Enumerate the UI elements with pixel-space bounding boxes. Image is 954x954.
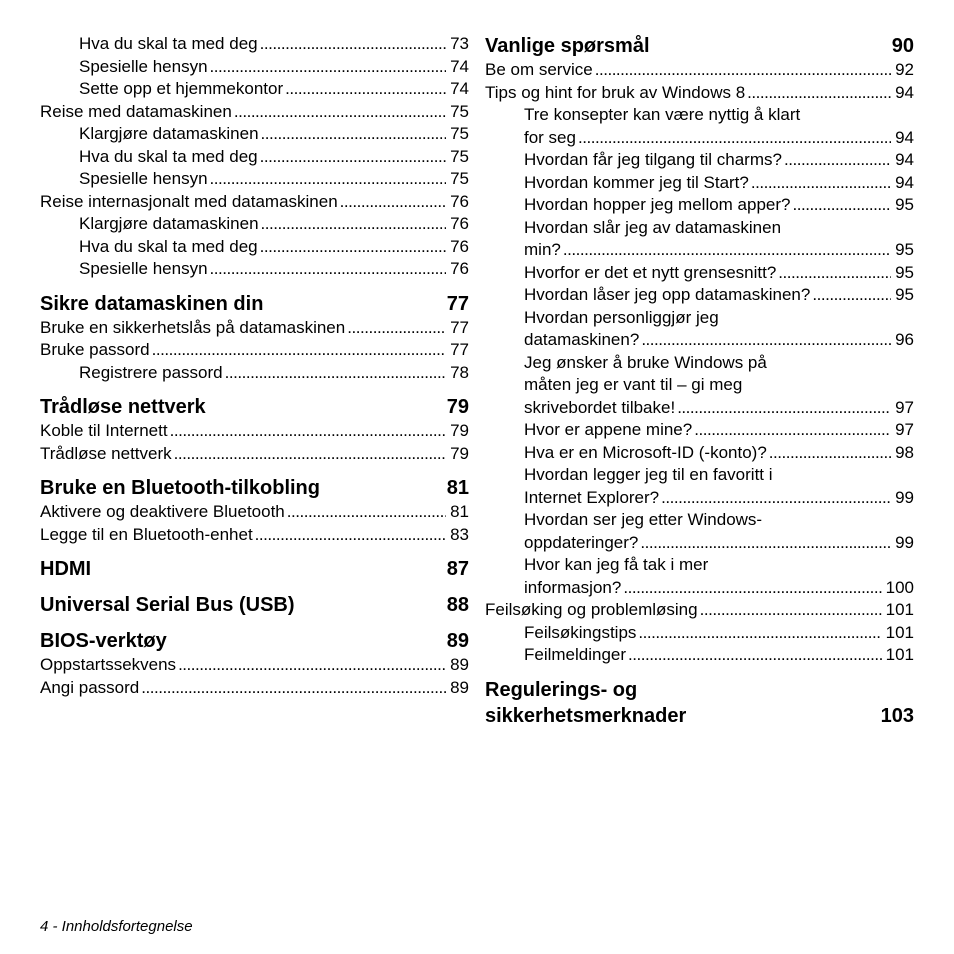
dot-leader — [285, 78, 446, 101]
toc-entry-title-line: Hvordan personliggjør jeg — [524, 307, 719, 327]
toc-entry[interactable] — [40, 146, 469, 169]
toc-section-heading[interactable] — [485, 677, 914, 729]
toc-page-number: 75 — [450, 169, 469, 188]
dot-leader — [578, 127, 891, 150]
toc-page-number: 79 — [450, 443, 469, 463]
dot-leader — [638, 622, 881, 645]
dot-leader — [640, 532, 891, 555]
dot-leader — [793, 194, 892, 217]
dot-leader — [234, 101, 446, 124]
toc-entry-title: sikkerhetsmerknader — [485, 704, 687, 727]
dot-leader — [769, 442, 891, 465]
toc-page-number: 95 — [895, 240, 914, 259]
toc-entry[interactable] — [40, 654, 469, 677]
toc-page-number: 73 — [450, 34, 469, 53]
toc-entry[interactable] — [40, 339, 469, 362]
toc-left-column — [40, 33, 469, 699]
toc-page-number: 95 — [895, 262, 914, 282]
toc-page-number: 75 — [450, 124, 469, 143]
toc-entry[interactable] — [485, 307, 914, 352]
toc-page-number: 79 — [446, 396, 469, 418]
toc-entry-title-line: Regulerings- og — [485, 678, 638, 701]
toc-entry[interactable] — [485, 644, 914, 667]
toc-entry-title: oppdateringer? — [524, 532, 639, 552]
toc-page-number: 89 — [446, 630, 469, 652]
toc-entry[interactable] — [40, 213, 469, 236]
dot-leader — [261, 123, 447, 146]
toc-page-number: 94 — [895, 82, 914, 102]
toc-page-number: 89 — [450, 677, 469, 697]
toc-entry[interactable] — [40, 677, 469, 700]
toc-entry[interactable] — [40, 362, 469, 385]
dot-leader — [178, 654, 446, 677]
toc-page-number: 83 — [450, 524, 469, 544]
page-footer: 4 - Innholdsfortegnelse — [40, 918, 193, 935]
toc-entry[interactable] — [40, 78, 469, 101]
toc-entry-title: Spesielle hensyn — [79, 56, 208, 76]
toc-entry-title: Spesielle hensyn — [79, 169, 208, 188]
toc-entry-title: HDMI — [40, 558, 92, 580]
toc-entry-title: Tips og hint for bruk av Windows 8 — [485, 82, 746, 102]
toc-entry[interactable] — [40, 524, 469, 547]
toc-entry[interactable] — [40, 101, 469, 124]
dot-leader — [641, 329, 891, 352]
toc-entry[interactable] — [40, 501, 469, 524]
toc-page-number: 81 — [450, 502, 469, 521]
toc-right-column — [485, 33, 914, 729]
toc-page-number: 89 — [450, 655, 469, 674]
toc-page-number: 90 — [891, 35, 914, 57]
toc-entry-title: Hva er en Microsoft-ID (-konto)? — [524, 442, 767, 462]
toc-entry-title: Reise internasjonalt med datamaskinen — [40, 191, 338, 211]
dot-leader — [287, 501, 446, 524]
toc-page-number: 100 — [885, 577, 914, 597]
toc-entry-title: Hvor er appene mine? — [524, 420, 693, 439]
dot-leader — [340, 191, 446, 214]
toc-entry[interactable] — [485, 172, 914, 195]
dot-leader — [152, 339, 446, 362]
toc-page-number: 74 — [450, 79, 469, 98]
dot-leader — [141, 677, 446, 700]
toc-page-number: 95 — [895, 285, 914, 304]
toc-entry-title: Internet Explorer? — [524, 487, 660, 507]
dot-leader — [261, 213, 447, 236]
toc-page-number: 78 — [450, 362, 469, 382]
toc-entry[interactable] — [485, 509, 914, 554]
toc-page-number: 97 — [895, 397, 914, 417]
dot-leader — [210, 258, 447, 281]
toc-entry-title: Trådløse nettverk — [40, 396, 206, 418]
dot-leader — [347, 317, 446, 340]
toc-page-number: 81 — [446, 477, 469, 499]
toc-entry[interactable] — [485, 419, 914, 442]
toc-entry[interactable] — [40, 191, 469, 214]
toc-entry[interactable] — [485, 352, 914, 420]
toc-entry[interactable] — [485, 554, 914, 599]
toc-entry[interactable] — [485, 104, 914, 149]
toc-entry-title-line: Hvordan legger jeg til en favoritt i — [524, 465, 773, 484]
dot-leader — [677, 397, 891, 420]
dot-leader — [260, 236, 446, 259]
toc-entry-title: Bruke en sikkerhetslås på datamaskinen — [40, 317, 346, 337]
toc-entry[interactable] — [40, 317, 469, 340]
toc-entry-title: Hvordan får jeg tilgang til charms? — [524, 150, 782, 169]
dot-leader — [210, 168, 447, 191]
toc-page-number: 97 — [895, 420, 914, 439]
toc-entry-title: Bruke en Bluetooth-tilkobling — [40, 477, 320, 499]
toc-entry[interactable] — [40, 420, 469, 443]
toc-section-heading[interactable] — [40, 394, 469, 420]
toc-entry-title: Hvordan hopper jeg mellom apper? — [524, 195, 791, 214]
toc-entry-title: Hva du skal ta med deg — [79, 146, 258, 166]
toc-entry[interactable] — [485, 217, 914, 262]
toc-entry-title-line: Tre konsepter kan være nyttig å klart — [524, 105, 801, 124]
toc-page-number: 77 — [446, 292, 469, 315]
toc-entry-title: Spesielle hensyn — [79, 259, 208, 278]
toc-entry-title: Feilsøkingstips — [524, 622, 637, 642]
dot-leader — [700, 599, 882, 622]
toc-section-heading[interactable] — [40, 291, 469, 317]
toc-entry[interactable] — [485, 284, 914, 307]
dot-leader — [812, 284, 891, 307]
dot-leader — [260, 33, 446, 56]
toc-entry-title: skrivebordet tilbake! — [524, 397, 676, 417]
toc-page-number: 77 — [450, 340, 469, 359]
toc-entry[interactable] — [485, 464, 914, 509]
dot-leader — [628, 644, 882, 667]
toc-entry-title: Universal Serial Bus (USB) — [40, 594, 295, 616]
toc-page-number: 101 — [885, 645, 914, 664]
toc-section-heading[interactable] — [40, 592, 469, 618]
toc-entry[interactable] — [485, 149, 914, 172]
toc-page-number: 94 — [895, 150, 914, 169]
toc-entry-title: informasjon? — [524, 577, 622, 597]
toc-entry[interactable] — [485, 82, 914, 105]
toc-entry[interactable] — [40, 33, 469, 56]
toc-entry-title: Hvordan kommer jeg til Start? — [524, 172, 749, 192]
toc-section-heading[interactable] — [40, 556, 469, 582]
toc-entry-title: Klargjøre datamaskinen — [79, 124, 259, 143]
toc-section-heading[interactable] — [485, 33, 914, 59]
toc-entry[interactable] — [485, 59, 914, 82]
dot-leader — [778, 262, 891, 285]
toc-entry-title-line: Hvordan ser jeg etter Windows- — [524, 510, 763, 529]
toc-entry-title: Aktivere og deaktivere Bluetooth — [40, 502, 285, 521]
toc-page-number: 95 — [895, 195, 914, 214]
dot-leader — [751, 172, 891, 195]
toc-entry[interactable] — [485, 599, 914, 622]
toc-entry[interactable] — [485, 622, 914, 645]
toc-page-number: 79 — [450, 421, 469, 440]
toc-page-number: 77 — [450, 317, 469, 337]
toc-entry-title-line: Hvordan slår jeg av datamaskinen — [524, 217, 782, 237]
dot-leader — [623, 577, 881, 600]
toc-entry-title: datamaskinen? — [524, 330, 640, 349]
toc-page-number: 75 — [450, 146, 469, 166]
dot-leader — [210, 56, 447, 79]
dot-leader — [747, 82, 891, 105]
toc-entry-title: Reise med datamaskinen — [40, 101, 232, 121]
toc-entry-title: Feilsøking og problemløsing — [485, 600, 698, 619]
toc-entry-title: Koble til Internett — [40, 421, 168, 440]
toc-entry[interactable] — [40, 56, 469, 79]
toc-page-number: 99 — [895, 487, 914, 507]
toc-entry-title-line: Jeg ønsker å bruke Windows på — [524, 352, 767, 372]
toc-page-number: 99 — [895, 532, 914, 552]
toc-entry[interactable] — [40, 443, 469, 466]
toc-page-number: 101 — [885, 622, 914, 642]
dot-leader — [174, 443, 446, 466]
dot-leader — [694, 419, 891, 442]
toc-page-number: 75 — [450, 101, 469, 121]
toc-entry-title: Hva du skal ta med deg — [79, 236, 258, 256]
toc-entry[interactable] — [40, 236, 469, 259]
toc-entry[interactable] — [40, 123, 469, 146]
dot-leader — [260, 146, 446, 169]
toc-entry-title: Hvorfor er det et nytt grensesnitt? — [524, 262, 777, 282]
toc-entry-title-line: måten jeg er vant til – gi meg — [524, 375, 743, 394]
toc-entry-title: Angi passord — [40, 677, 140, 697]
toc-entry-title: min? — [524, 240, 561, 259]
toc-entry-title-line: Hvor kan jeg få tak i mer — [524, 555, 709, 574]
toc-entry-title: Sette opp et hjemmekontor — [79, 79, 284, 98]
toc-page-number: 74 — [450, 56, 469, 76]
toc-entry[interactable] — [485, 194, 914, 217]
toc-entry-title: Legge til en Bluetooth-enhet — [40, 524, 253, 544]
dot-leader — [563, 239, 891, 262]
toc-entry[interactable] — [485, 262, 914, 285]
toc-page-number: 92 — [895, 60, 914, 79]
toc-entry[interactable] — [40, 168, 469, 191]
dot-leader — [255, 524, 446, 547]
toc-entry-title: Klargjøre datamaskinen — [79, 214, 259, 233]
toc-page-number: 98 — [895, 442, 914, 462]
toc-page-number: 94 — [895, 127, 914, 147]
toc-entry-title: Hvordan låser jeg opp datamaskinen? — [524, 285, 811, 304]
toc-page-number: 76 — [450, 259, 469, 278]
toc-page-number: 103 — [880, 704, 914, 727]
toc-page-number: 96 — [895, 330, 914, 349]
dot-leader — [170, 420, 447, 443]
toc-page-number: 76 — [450, 191, 469, 211]
toc-section-heading[interactable] — [40, 628, 469, 654]
toc-section-heading[interactable] — [40, 475, 469, 501]
toc-entry-title: Sikre datamaskinen din — [40, 292, 264, 315]
toc-page-number: 88 — [446, 594, 469, 616]
toc-entry[interactable] — [40, 258, 469, 281]
toc-entry-title: BIOS-verktøy — [40, 630, 167, 652]
dot-leader — [784, 149, 891, 172]
toc-entry-title: Trådløse nettverk — [40, 443, 172, 463]
toc-entry-title: Vanlige spørsmål — [485, 35, 650, 57]
toc-entry[interactable] — [485, 442, 914, 465]
toc-page-number: 76 — [450, 236, 469, 256]
toc-entry-title: Bruke passord — [40, 340, 150, 359]
toc-entry-title: Registrere passord — [79, 362, 223, 382]
toc-entry-title: Oppstartssekvens — [40, 655, 177, 674]
toc-page-number: 87 — [446, 558, 469, 580]
toc-page-number: 76 — [450, 214, 469, 233]
toc-entry-title: Be om service — [485, 60, 593, 79]
toc-entry-title: Hva du skal ta med deg — [79, 34, 258, 53]
dot-leader — [225, 362, 446, 385]
toc-page-number: 94 — [895, 172, 914, 192]
dot-leader — [661, 487, 891, 510]
toc-page-number: 101 — [885, 600, 914, 619]
dot-leader — [595, 59, 891, 82]
toc-entry-title: for seg — [524, 127, 576, 147]
toc-entry-title: Feilmeldinger — [524, 645, 627, 664]
